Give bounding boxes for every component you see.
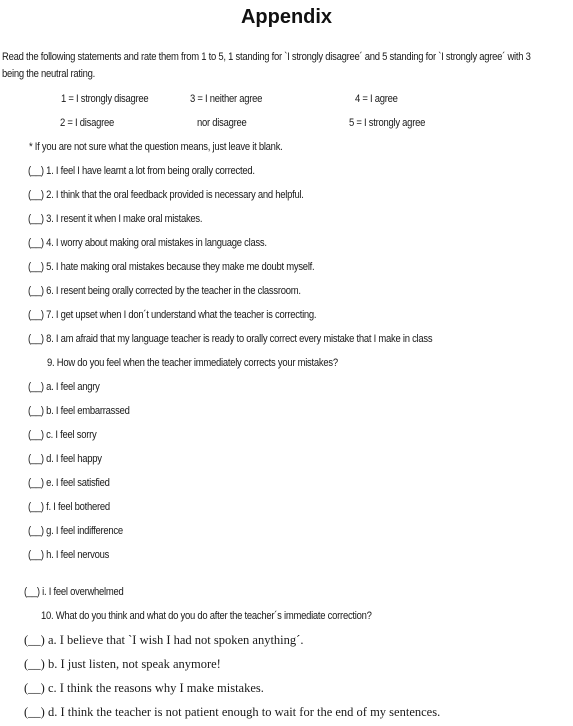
rating-blank[interactable]: (__) [28, 309, 44, 321]
option-text: h. I feel nervous [46, 549, 110, 561]
statement-3 [28, 213, 202, 225]
rating-blank[interactable]: (__) [24, 681, 45, 695]
q10-option-d [24, 705, 440, 720]
statement-7 [28, 309, 316, 321]
option-text: g. I feel indifference [46, 525, 123, 537]
statement-text: 8. I am afraid that my language teacher is ready to orally correct every mistake that I make in class [46, 333, 433, 345]
rating-blank[interactable]: (__) [24, 586, 40, 598]
option-text: b. I just listen, not speak anymore! [47, 657, 221, 671]
scale-5-label: 5 = I strongly agree [349, 117, 426, 129]
option-text: a. I believe that `I wish I had not spoken anything´. [47, 633, 304, 647]
q10-option-c [24, 681, 264, 696]
rating-blank[interactable]: (__) [28, 381, 44, 393]
q9-option-h [28, 549, 109, 561]
question-10: 10. What do you think and what do you do after the teacher´s immediate correction? [41, 610, 372, 622]
option-text: d. I think the teacher is not patient enough to wait for the end of my sentences. [47, 705, 441, 719]
scale-2-label: 2 = I disagree [60, 117, 114, 129]
statement-text: 5. I hate making oral mistakes because they make me doubt myself. [46, 261, 315, 273]
rating-blank[interactable]: (__) [28, 549, 44, 561]
statement-6 [28, 285, 301, 297]
q9-option-d [28, 453, 102, 465]
rating-blank[interactable]: (__) [28, 429, 44, 441]
option-text: f. I feel bothered [46, 501, 110, 513]
statement-2 [28, 189, 304, 201]
rating-blank[interactable]: (__) [28, 285, 44, 297]
instructions-line-2: being the neutral rating. [2, 68, 95, 80]
statement-text: 4. I worry about making oral mistakes in language class. [46, 237, 267, 249]
statement-text: 6. I resent being orally corrected by the teacher in the classroom. [46, 285, 301, 297]
scale-1-label: 1 = I strongly disagree [61, 93, 149, 105]
q9-option-a [28, 381, 100, 393]
option-text: i. I feel overwhelmed [42, 586, 124, 598]
rating-blank[interactable]: (__) [28, 525, 44, 537]
option-text: e. I feel satisfied [46, 477, 110, 489]
page-title: Appendix [240, 6, 333, 28]
q9-option-f [28, 501, 110, 513]
option-text: c. I feel sorry [46, 429, 97, 441]
scale-4-label: 4 = I agree [355, 93, 398, 105]
statement-1 [28, 165, 255, 177]
rating-blank[interactable]: (__) [28, 165, 44, 177]
rating-blank[interactable]: (__) [28, 453, 44, 465]
statement-text: 1. I feel I have learnt a lot from being orally corrected. [46, 165, 255, 177]
question-9: 9. How do you feel when the teacher immediately corrects your mistakes? [47, 357, 338, 369]
option-text: d. I feel happy [46, 453, 102, 465]
option-text: c. I think the reasons why I make mistakes. [47, 681, 264, 695]
statement-5 [28, 261, 314, 273]
scale-3-label: 3 = I neither agree [190, 93, 263, 105]
rating-blank[interactable]: (__) [28, 237, 44, 249]
rating-blank[interactable]: (__) [28, 261, 44, 273]
option-text: b. I feel embarrassed [46, 405, 130, 417]
rating-blank[interactable]: (__) [28, 501, 44, 513]
q9-option-e [28, 477, 110, 489]
statement-text: 2. I think that the oral feedback provided is necessary and helpful. [46, 189, 304, 201]
q9-option-c [28, 429, 96, 441]
option-text: a. I feel angry [46, 381, 100, 393]
rating-blank[interactable]: (__) [28, 405, 44, 417]
rating-blank[interactable]: (__) [28, 477, 44, 489]
q9-option-i [24, 586, 124, 598]
rating-blank[interactable]: (__) [28, 213, 44, 225]
q9-option-g [28, 525, 123, 537]
q10-option-b [24, 657, 221, 672]
statement-4 [28, 237, 267, 249]
rating-blank[interactable]: (__) [24, 633, 45, 647]
rating-blank[interactable]: (__) [28, 189, 44, 201]
scale-3-continued-label: nor disagree [197, 117, 247, 129]
rating-blank[interactable]: (__) [24, 657, 45, 671]
instructions-line-1: Read the following statements and rate them from 1 to 5, 1 standing for `I strongly disagree´ and 5 standing for `I strongly agree´ with 3 [2, 51, 531, 63]
rating-blank[interactable]: (__) [28, 333, 44, 345]
rating-blank[interactable]: (__) [24, 705, 45, 719]
statement-text: 3. I resent it when I make oral mistakes. [46, 213, 203, 225]
blank-note: * If you are not sure what the question means, just leave it blank. [29, 141, 283, 153]
statement-text: 7. I get upset when I don´t understand what the teacher is correcting. [46, 309, 317, 321]
statement-8 [28, 333, 432, 345]
q10-option-a [24, 633, 303, 648]
q9-option-b [28, 405, 130, 417]
